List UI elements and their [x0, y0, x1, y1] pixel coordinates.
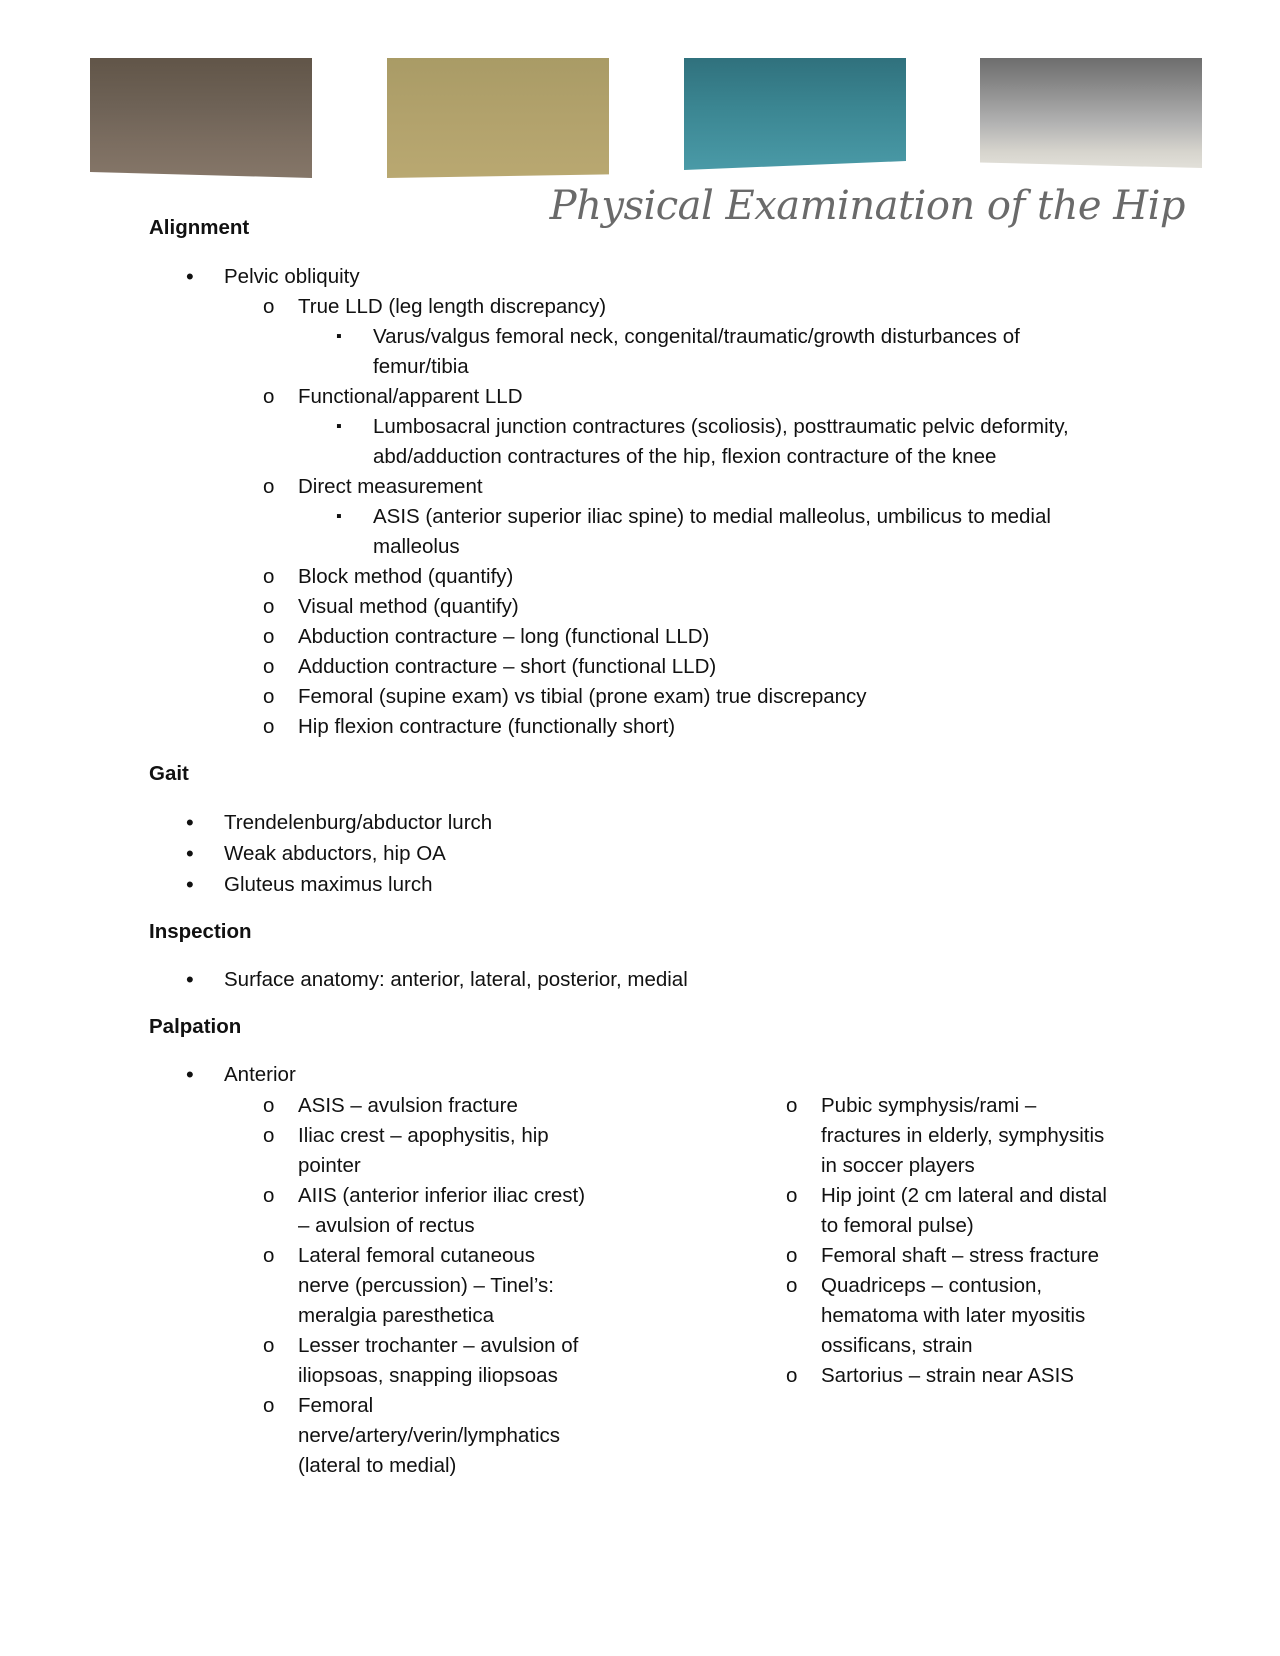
- list-item: o Hip joint (2 cm lateral and distal: [821, 1181, 1107, 1211]
- list-item-continuation: meralgia paresthetica: [298, 1304, 494, 1327]
- list-item-continuation: iliopsoas, snapping iliopsoas: [298, 1364, 558, 1387]
- list-item: o Pubic symphysis/rami –: [821, 1091, 1036, 1121]
- list-item: ▪ Lumbosacral junction contractures (scoliosis), posttraumatic pelvic deformity,: [373, 412, 1069, 442]
- list-item-continuation: abd/adduction contractures of the hip, flexion contracture of the knee: [373, 445, 997, 468]
- list-item: o Adduction contracture – short (functional LLD): [298, 652, 716, 682]
- list-item: o Block method (quantify): [298, 562, 513, 592]
- document-title: Physical Examination of the Hip: [549, 183, 1185, 229]
- list-item: • Gluteus maximus lurch: [224, 870, 432, 900]
- header-color-swatch-brown: [90, 58, 312, 178]
- list-item: o Lesser trochanter – avulsion of: [298, 1331, 578, 1361]
- list-item: ▪ Varus/valgus femoral neck, congenital/traumatic/growth disturbances of: [373, 322, 1020, 352]
- list-item-continuation: nerve (percussion) – Tinel’s:: [298, 1274, 554, 1297]
- list-item: o Iliac crest – apophysitis, hip: [298, 1121, 549, 1151]
- list-item-continuation: fractures in elderly, symphysitis: [821, 1124, 1105, 1147]
- list-item-continuation: – avulsion of rectus: [298, 1214, 475, 1237]
- list-item: • Weak abductors, hip OA: [224, 839, 446, 869]
- list-item-continuation: hematoma with later myositis: [821, 1304, 1086, 1327]
- list-item: o Femoral (supine exam) vs tibial (prone exam) true discrepancy: [298, 682, 867, 712]
- list-item: o Visual method (quantify): [298, 592, 519, 622]
- list-item: o Lateral femoral cutaneous: [298, 1241, 535, 1271]
- header-color-swatch-gray: [980, 58, 1202, 168]
- list-item-continuation: malleolus: [373, 535, 460, 558]
- list-item: o Quadriceps – contusion,: [821, 1271, 1042, 1301]
- list-item: o Sartorius – strain near ASIS: [821, 1361, 1074, 1391]
- list-item-continuation: ossificans, strain: [821, 1334, 973, 1357]
- list-item-continuation: femur/tibia: [373, 355, 469, 378]
- list-item-continuation: to femoral pulse): [821, 1214, 974, 1237]
- list-item: o Functional/apparent LLD: [298, 382, 523, 412]
- section-heading-palpation: Palpation: [149, 1015, 242, 1038]
- list-item: o Hip flexion contracture (functionally short): [298, 712, 675, 742]
- header-color-swatch-olive: [387, 58, 609, 178]
- section-heading-inspection: Inspection: [149, 920, 252, 943]
- list-item: o Abduction contracture – long (functional LLD): [298, 622, 709, 652]
- list-item-continuation: (lateral to medial): [298, 1454, 457, 1477]
- list-item: ▪ ASIS (anterior superior iliac spine) to medial malleolus, umbilicus to medial: [373, 502, 1051, 532]
- list-item: o True LLD (leg length discrepancy): [298, 292, 606, 322]
- list-item: o ASIS – avulsion fracture: [298, 1091, 518, 1121]
- section-heading-alignment: Alignment: [149, 216, 250, 239]
- list-item: • Pelvic obliquity: [224, 262, 360, 292]
- list-item: o Femoral shaft – stress fracture: [821, 1241, 1099, 1271]
- section-heading-gait: Gait: [149, 762, 189, 785]
- list-item-continuation: nerve/artery/verin/lymphatics: [298, 1424, 561, 1447]
- list-item: • Trendelenburg/abductor lurch: [224, 808, 492, 838]
- header-color-swatch-teal: [684, 58, 906, 170]
- list-item: o AIIS (anterior inferior iliac crest): [298, 1181, 585, 1211]
- list-item: • Anterior: [224, 1060, 296, 1090]
- list-item: • Surface anatomy: anterior, lateral, posterior, medial: [224, 965, 688, 995]
- list-item: o Direct measurement: [298, 472, 483, 502]
- list-item-continuation: in soccer players: [821, 1154, 975, 1177]
- list-item-continuation: pointer: [298, 1154, 361, 1177]
- list-item: o Femoral: [298, 1391, 373, 1421]
